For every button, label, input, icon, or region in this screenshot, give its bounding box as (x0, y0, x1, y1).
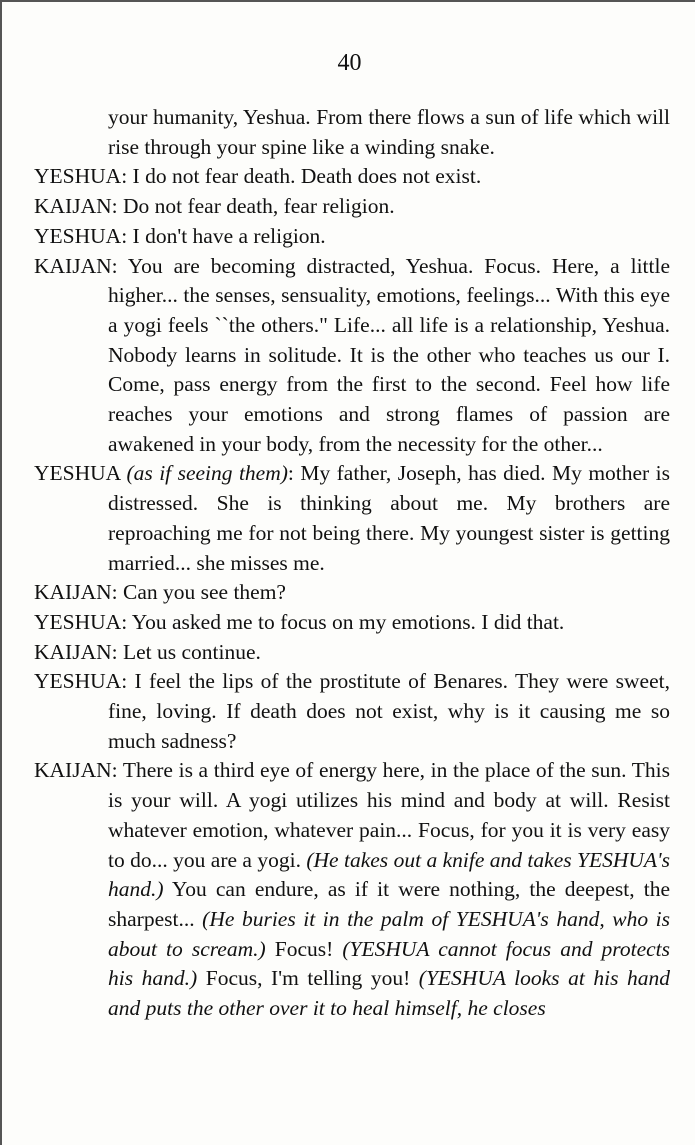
dialogue-text: You can endure, as if it were nothing, the deepest, the sharpest... (108, 877, 670, 931)
dialogue-text: YESHUA: I feel the lips of the prostitute of Benares. They were sweet, fine, loving. If death does not exist, why is it causing me so much sadness? (34, 669, 670, 753)
dialogue-text: Focus! (265, 936, 343, 961)
dialogue-paragraph (34, 252, 670, 460)
dialogue-paragraph (34, 578, 670, 608)
continued-paragraph (34, 103, 670, 162)
dialogue-text: Focus, I'm telling you! (197, 966, 419, 991)
dialogue-paragraph (34, 222, 670, 252)
dialogue-paragraph (34, 162, 670, 192)
stage-direction: (YESHUA cannot focus and protects his hand.) (108, 936, 671, 991)
dialogue-text: KAIJAN: You are becoming distracted, Yeshua. Focus. Here, a little higher... the senses, sensuality, emotions, feelings... With this eye a yogi feels ``the others." Life... all life is a relationship, Yeshua. Nobody learns in solitude. It is the other who teaches us our I. Come, pass energy from the first to the second. Feel how life reaches your emotions and strong flames of passion are awakened in your body, from the necessity for the other... (34, 253, 670, 456)
dialogue-text: KAIJAN: There is a third eye of energy here, in the place of the sun. This is your will. A yogi utilizes his mind and body at will. Resist whatever emotion, whatever pain... Focus, for you it is very easy to do... you are a yogi. (34, 758, 670, 872)
dialogue-text: YESHUA: I don't have a religion. (34, 223, 326, 248)
dialogue-paragraph (34, 756, 670, 1023)
dialogue-text: : My father, Joseph, has died. My mother is distressed. She is thinking about me. My brothers are reproaching me for not being there. My youngest sister is getting married... she misses me. (108, 461, 670, 575)
dialogue-text: your humanity, Yeshua. From there flows a sun of life which will rise through your spine like a winding snake. (108, 105, 670, 159)
dialogue-paragraph (34, 667, 670, 756)
stage-direction: (YESHUA looks at his hand and puts the other over it to heal himself, he closes (108, 966, 670, 1021)
dialogue-text: KAIJAN: Let us continue. (34, 639, 261, 664)
dialogue-text: YESHUA: You asked me to focus on my emotions. I did that. (34, 609, 565, 634)
dialogue-paragraph (34, 459, 670, 578)
dialogue-text: YESHUA: I do not fear death. Death does not exist. (34, 164, 482, 189)
dialogue-text: KAIJAN: Do not fear death, fear religion. (34, 194, 395, 219)
body-text (34, 103, 670, 1024)
dialogue-paragraph (34, 608, 670, 638)
stage-direction: (He takes out a knife and takes YESHUA's hand.) (108, 847, 670, 902)
dialogue-paragraph (34, 192, 670, 222)
stage-direction: (as if seeing them) (126, 461, 288, 486)
stage-direction: (He buries it in the palm of YESHUA's hand, who is about to scream.) (108, 906, 671, 961)
page-number: 40 (337, 50, 362, 76)
dialogue-paragraph (34, 638, 670, 668)
dialogue-text: YESHUA (34, 461, 127, 486)
dialogue-text: KAIJAN: Can you see them? (34, 580, 286, 605)
